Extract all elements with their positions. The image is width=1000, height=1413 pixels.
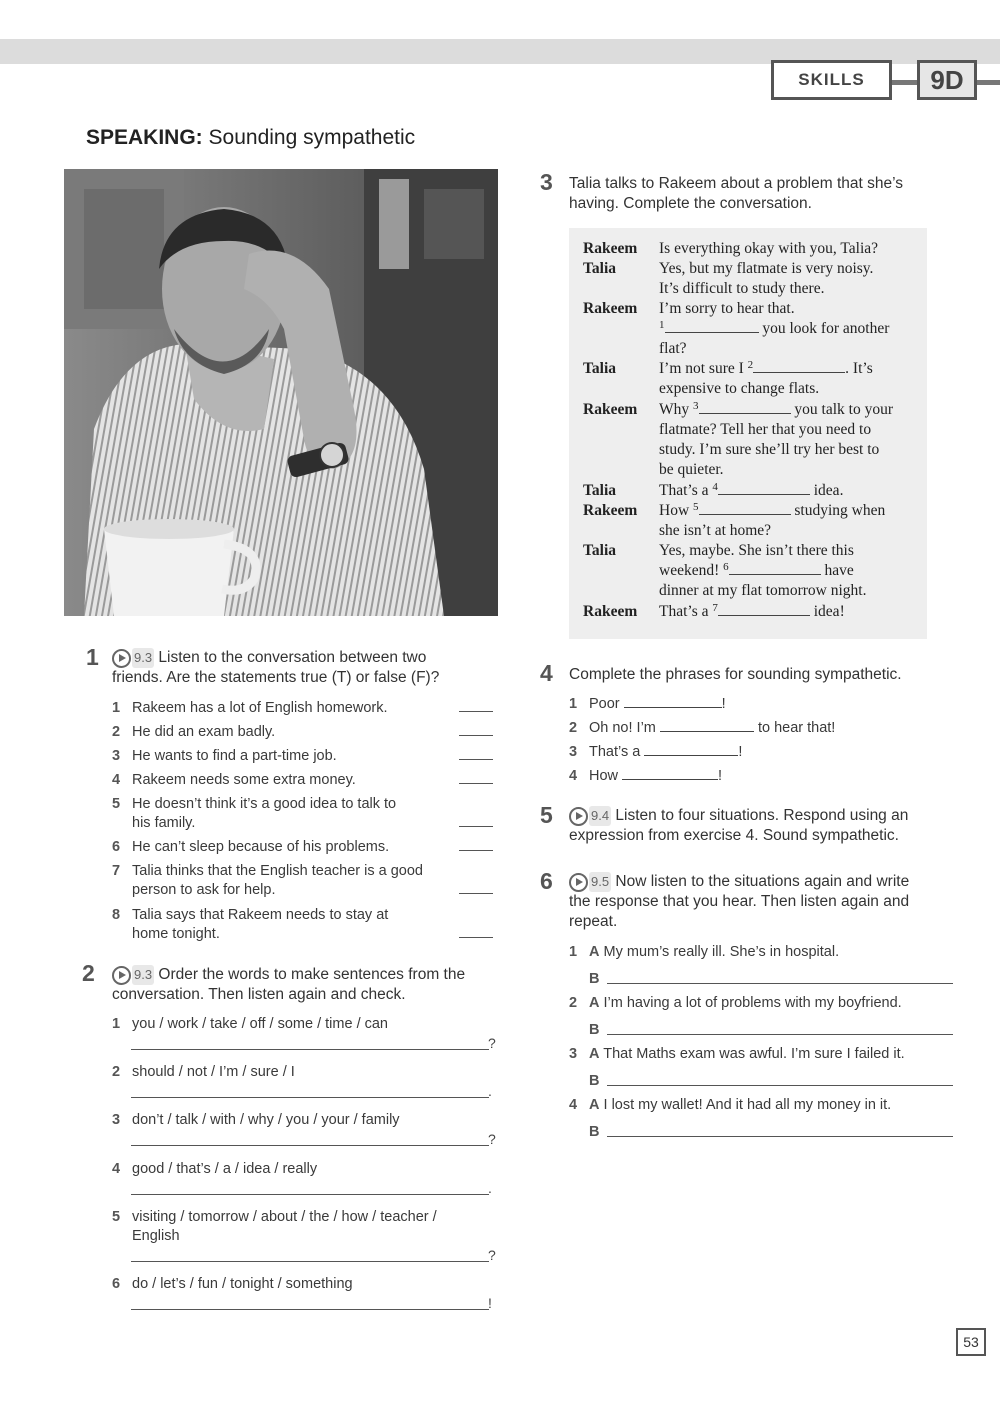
speaker-a-label: A bbox=[589, 995, 600, 1011]
phrase-answer-gap[interactable] bbox=[624, 695, 722, 708]
phrase-item bbox=[569, 719, 949, 738]
statement-line: home tonight. bbox=[132, 926, 220, 942]
phrase-text bbox=[589, 767, 949, 786]
statement-text bbox=[132, 723, 452, 742]
item-number: 2 bbox=[569, 995, 578, 1011]
sentence-answer-line[interactable] bbox=[131, 1309, 489, 1310]
item-number: 3 bbox=[569, 744, 578, 760]
phrase-answer-gap[interactable] bbox=[622, 767, 718, 780]
dialog-line: I’m sorry to hear that. bbox=[659, 300, 795, 317]
situation-line bbox=[589, 943, 959, 962]
word-prompt bbox=[132, 1111, 492, 1130]
sentence-answer-line[interactable] bbox=[131, 1194, 489, 1195]
phrase-before: Oh no! I’m bbox=[589, 720, 656, 736]
item-number: 1 bbox=[112, 700, 121, 716]
dialog-line: she isn’t at home? bbox=[659, 522, 772, 539]
word-prompt-line: should / not / I’m / sure / I bbox=[132, 1064, 295, 1080]
dialog-line: Yes, maybe. She isn’t there this bbox=[659, 542, 854, 559]
statement-item bbox=[112, 795, 452, 833]
exercise-4-instructions: Complete the phrases for sounding sympathetic. bbox=[569, 666, 902, 683]
dialog-line: Is everything okay with you, Talia? bbox=[659, 240, 879, 257]
situation-text: I’m having a lot of problems with my boyfriend. bbox=[603, 995, 902, 1011]
dialog-line: It’s difficult to study there. bbox=[659, 280, 825, 297]
word-order-item bbox=[112, 1111, 492, 1130]
item-number: 5 bbox=[112, 796, 121, 812]
speaker-a-label: A bbox=[589, 944, 600, 960]
exercise-1-number: 1 bbox=[86, 644, 99, 670]
speaker-name: Talia bbox=[583, 360, 617, 377]
statement-item bbox=[112, 838, 452, 857]
situation-text: I lost my wallet! And it had all my money in it. bbox=[603, 1097, 892, 1113]
exercise-6-instructions: 9.5 Now listen to the situations again and write the response that you hear. Then listen again and repeat. bbox=[569, 873, 910, 931]
item-number: 1 bbox=[112, 1016, 121, 1032]
word-order-item bbox=[112, 1160, 492, 1179]
statement-text bbox=[132, 906, 452, 944]
sentence-answer-line[interactable] bbox=[131, 1145, 489, 1146]
statement-item bbox=[112, 747, 452, 766]
sentence-end-punctuation: ? bbox=[488, 1247, 496, 1263]
situation-line bbox=[589, 1096, 959, 1115]
true-false-answer-field[interactable] bbox=[459, 893, 493, 894]
phrase-text bbox=[589, 743, 949, 762]
play-icon bbox=[112, 649, 131, 668]
true-false-answer-field[interactable] bbox=[459, 783, 493, 784]
title-bold: SPEAKING: bbox=[86, 126, 203, 149]
dialog-line: flat? bbox=[659, 340, 687, 357]
word-order-item bbox=[112, 1275, 492, 1294]
sentence-answer-line[interactable] bbox=[131, 1261, 489, 1262]
statement-item bbox=[112, 906, 452, 944]
statement-text bbox=[132, 699, 452, 718]
answer-gap-1[interactable] bbox=[665, 320, 759, 333]
statement-text bbox=[132, 838, 452, 857]
dialog-line: be quieter. bbox=[659, 461, 724, 478]
situation-prompt bbox=[569, 1096, 959, 1115]
answer-gap-7[interactable] bbox=[718, 603, 810, 616]
speaker-b-label: B bbox=[589, 1124, 600, 1140]
word-prompt-line: good / that’s / a / idea / really bbox=[132, 1161, 318, 1177]
statement-line: Talia says that Rakeem needs to stay at bbox=[132, 907, 389, 923]
exercise-2-number: 2 bbox=[82, 960, 95, 986]
statement-text bbox=[132, 795, 452, 833]
phrase-before: How bbox=[589, 768, 619, 784]
statement-text bbox=[132, 771, 452, 790]
dialog-line: Yes, but my flatmate is very noisy. bbox=[659, 260, 874, 277]
item-number: 7 bbox=[112, 863, 121, 879]
item-number: 3 bbox=[112, 748, 121, 764]
true-false-answer-field[interactable] bbox=[459, 937, 493, 938]
speaker-name: Rakeem bbox=[583, 502, 638, 519]
speaker-name: Rakeem bbox=[583, 401, 638, 418]
sentence-end-punctuation: ! bbox=[488, 1295, 492, 1311]
speaker-b-label: B bbox=[589, 971, 600, 987]
statement-item bbox=[112, 699, 452, 718]
item-number: 5 bbox=[112, 1209, 121, 1225]
phrase-after: ! bbox=[718, 768, 723, 784]
speaker-a-label: A bbox=[589, 1046, 600, 1062]
exercise-1-instructions: 9.3 Listen to the conversation between two friends. Are the statements true (T) or false (F)? bbox=[112, 649, 440, 687]
phrase-text bbox=[589, 719, 949, 738]
play-icon bbox=[569, 807, 588, 826]
dialog-line: study. I’m sure she’ll try her best to bbox=[659, 441, 880, 458]
sentence-end-punctuation: ? bbox=[488, 1131, 496, 1147]
item-number: 2 bbox=[112, 1064, 121, 1080]
phrase-item bbox=[569, 767, 949, 786]
statement-line: He did an exam badly. bbox=[132, 724, 276, 740]
sentence-answer-line[interactable] bbox=[131, 1049, 489, 1050]
response-answer-line[interactable] bbox=[607, 1034, 953, 1035]
statement-line: his family. bbox=[132, 815, 196, 831]
phrase-item bbox=[569, 743, 949, 762]
speaker-name: Rakeem bbox=[583, 300, 638, 317]
exercise-5-instructions: 9.4 Listen to four situations. Respond using an expression from exercise 4. Sound sympathetic. bbox=[569, 807, 909, 845]
true-false-answer-field[interactable] bbox=[459, 759, 493, 760]
audio-track-badge[interactable]: 9.3 bbox=[112, 648, 154, 668]
page-title bbox=[86, 126, 415, 150]
exercise-5-number: 5 bbox=[540, 802, 553, 828]
word-prompt bbox=[132, 1015, 492, 1034]
word-prompt-line: English bbox=[132, 1228, 180, 1244]
sentence-end-punctuation: ? bbox=[488, 1035, 496, 1051]
audio-track-badge[interactable]: 9.4 bbox=[569, 806, 611, 826]
statement-line: Rakeem needs some extra money. bbox=[132, 772, 356, 788]
statement-text bbox=[132, 747, 452, 766]
dialog-line: That’s a $^4$ idea. bbox=[659, 481, 844, 499]
phrase-before: Poor bbox=[589, 696, 620, 712]
word-order-item bbox=[112, 1063, 492, 1082]
true-false-answer-field[interactable] bbox=[459, 711, 493, 712]
title-rest: Sounding sympathetic bbox=[202, 126, 416, 149]
item-number: 4 bbox=[112, 772, 121, 788]
exercise-3-instructions: Talia talks to Rakeem about a problem that she’s having. Complete the conversation. bbox=[569, 175, 904, 212]
audio-track-badge[interactable]: 9.5 bbox=[569, 872, 611, 892]
phrase-answer-gap[interactable] bbox=[644, 743, 738, 756]
skills-label: SKILLS bbox=[771, 60, 892, 100]
item-number: 3 bbox=[112, 1112, 121, 1128]
statement-line: Rakeem has a lot of English homework. bbox=[132, 700, 388, 716]
phrase-after: ! bbox=[738, 744, 743, 760]
situation-text: That Maths exam was awful. I’m sure I failed it. bbox=[603, 1046, 905, 1062]
situation-text: My mum’s really ill. She’s in hospital. bbox=[603, 944, 840, 960]
dialog-line: How $^5$ studying when bbox=[659, 501, 886, 519]
true-false-answer-field[interactable] bbox=[459, 850, 493, 851]
item-number: 8 bbox=[112, 907, 121, 923]
situation-line bbox=[589, 994, 959, 1013]
exercise-2-instructions: 9.3 Order the words to make sentences from the conversation. Then listen again and check. bbox=[112, 966, 466, 1004]
dialog-line: $^1$ you look for another bbox=[659, 319, 890, 337]
sentence-end-punctuation: . bbox=[488, 1180, 492, 1196]
statement-item bbox=[112, 862, 452, 900]
word-prompt-line: do / let’s / fun / tonight / something bbox=[132, 1276, 353, 1292]
answer-gap-2[interactable] bbox=[753, 360, 845, 373]
exercise-4-number: 4 bbox=[540, 660, 553, 686]
sentence-answer-line[interactable] bbox=[131, 1097, 489, 1098]
word-prompt bbox=[132, 1275, 492, 1294]
response-answer-line[interactable] bbox=[607, 1085, 953, 1086]
statement-line: He doesn’t think it’s a good idea to talk to bbox=[132, 796, 397, 812]
phrase-text bbox=[589, 695, 949, 714]
phrase-before: That’s a bbox=[589, 744, 641, 760]
statement-line: He can’t sleep because of his problems. bbox=[132, 839, 390, 855]
sentence-end-punctuation: . bbox=[488, 1083, 492, 1099]
exercise-3-number: 3 bbox=[540, 169, 553, 195]
situation-line bbox=[589, 1045, 959, 1064]
situation-prompt bbox=[569, 943, 959, 962]
speaker-a-label: A bbox=[589, 1097, 600, 1113]
dialog-line: flatmate? Tell her that you need to bbox=[659, 421, 872, 438]
word-prompt bbox=[132, 1208, 492, 1246]
speaker-b-label: B bbox=[589, 1073, 600, 1089]
item-number: 1 bbox=[569, 944, 578, 960]
response-answer-line[interactable] bbox=[607, 1136, 953, 1137]
word-prompt-line: visiting / tomorrow / about / the / how / teacher / bbox=[132, 1209, 437, 1225]
statement-text bbox=[132, 862, 452, 900]
phrase-item bbox=[569, 695, 949, 714]
answer-gap-5[interactable] bbox=[699, 502, 791, 515]
speaker-name: Rakeem bbox=[583, 240, 638, 257]
item-number: 3 bbox=[569, 1046, 578, 1062]
speaker-name: Talia bbox=[583, 482, 617, 499]
photo-stressed-man bbox=[64, 169, 498, 616]
answer-gap-6[interactable] bbox=[729, 562, 821, 575]
unit-label: 9D bbox=[917, 60, 977, 100]
dialog-line: I’m not sure I $^2$ . It’s bbox=[659, 359, 873, 377]
phrase-answer-gap[interactable] bbox=[660, 719, 754, 732]
statement-line: person to ask for help. bbox=[132, 882, 276, 898]
dialog-line: dinner at my flat tomorrow night. bbox=[659, 582, 867, 599]
item-number: 4 bbox=[569, 1097, 578, 1113]
item-number: 1 bbox=[569, 696, 578, 712]
play-icon bbox=[569, 873, 588, 892]
word-prompt-line: don’t / talk / with / why / you / your / family bbox=[132, 1112, 400, 1128]
speaker-name: Talia bbox=[583, 542, 617, 559]
statement-item bbox=[112, 771, 452, 790]
situation-prompt bbox=[569, 1045, 959, 1064]
speaker-name: Rakeem bbox=[583, 603, 638, 620]
answer-gap-3[interactable] bbox=[699, 401, 791, 414]
statement-line: He wants to find a part-time job. bbox=[132, 748, 337, 764]
phrase-after: ! bbox=[721, 696, 726, 712]
item-number: 6 bbox=[112, 839, 121, 855]
statement-line: Talia thinks that the English teacher is a good bbox=[132, 863, 423, 879]
word-prompt bbox=[132, 1063, 492, 1082]
speaker-name: Talia bbox=[583, 260, 617, 277]
page-number: 53 bbox=[956, 1328, 986, 1356]
item-number: 4 bbox=[112, 1161, 121, 1177]
dialog-line: expensive to change flats. bbox=[659, 380, 820, 397]
item-number: 2 bbox=[112, 724, 121, 740]
item-number: 6 bbox=[112, 1276, 121, 1292]
dialog-line: weekend! $^6$ have bbox=[659, 561, 854, 579]
exercise-6-number: 6 bbox=[540, 868, 553, 894]
dialog-line: That’s a $^7$ idea! bbox=[659, 602, 845, 620]
answer-gap-4[interactable] bbox=[718, 482, 810, 495]
true-false-answer-field[interactable] bbox=[459, 826, 493, 827]
item-number: 4 bbox=[569, 768, 578, 784]
item-number: 2 bbox=[569, 720, 578, 736]
phrase-after: to hear that! bbox=[757, 720, 836, 736]
word-order-item bbox=[112, 1208, 492, 1246]
speaker-b-label: B bbox=[589, 1022, 600, 1038]
play-icon bbox=[112, 966, 131, 985]
word-prompt bbox=[132, 1160, 492, 1179]
word-prompt-line: you / work / take / off / some / time / can bbox=[132, 1016, 389, 1032]
situation-prompt bbox=[569, 994, 959, 1013]
audio-track-badge[interactable]: 9.3 bbox=[112, 965, 154, 985]
word-order-item bbox=[112, 1015, 492, 1034]
response-answer-line[interactable] bbox=[607, 983, 953, 984]
dialog-line: Why $^3$ you talk to your bbox=[659, 400, 893, 418]
true-false-answer-field[interactable] bbox=[459, 735, 493, 736]
statement-item bbox=[112, 723, 452, 742]
